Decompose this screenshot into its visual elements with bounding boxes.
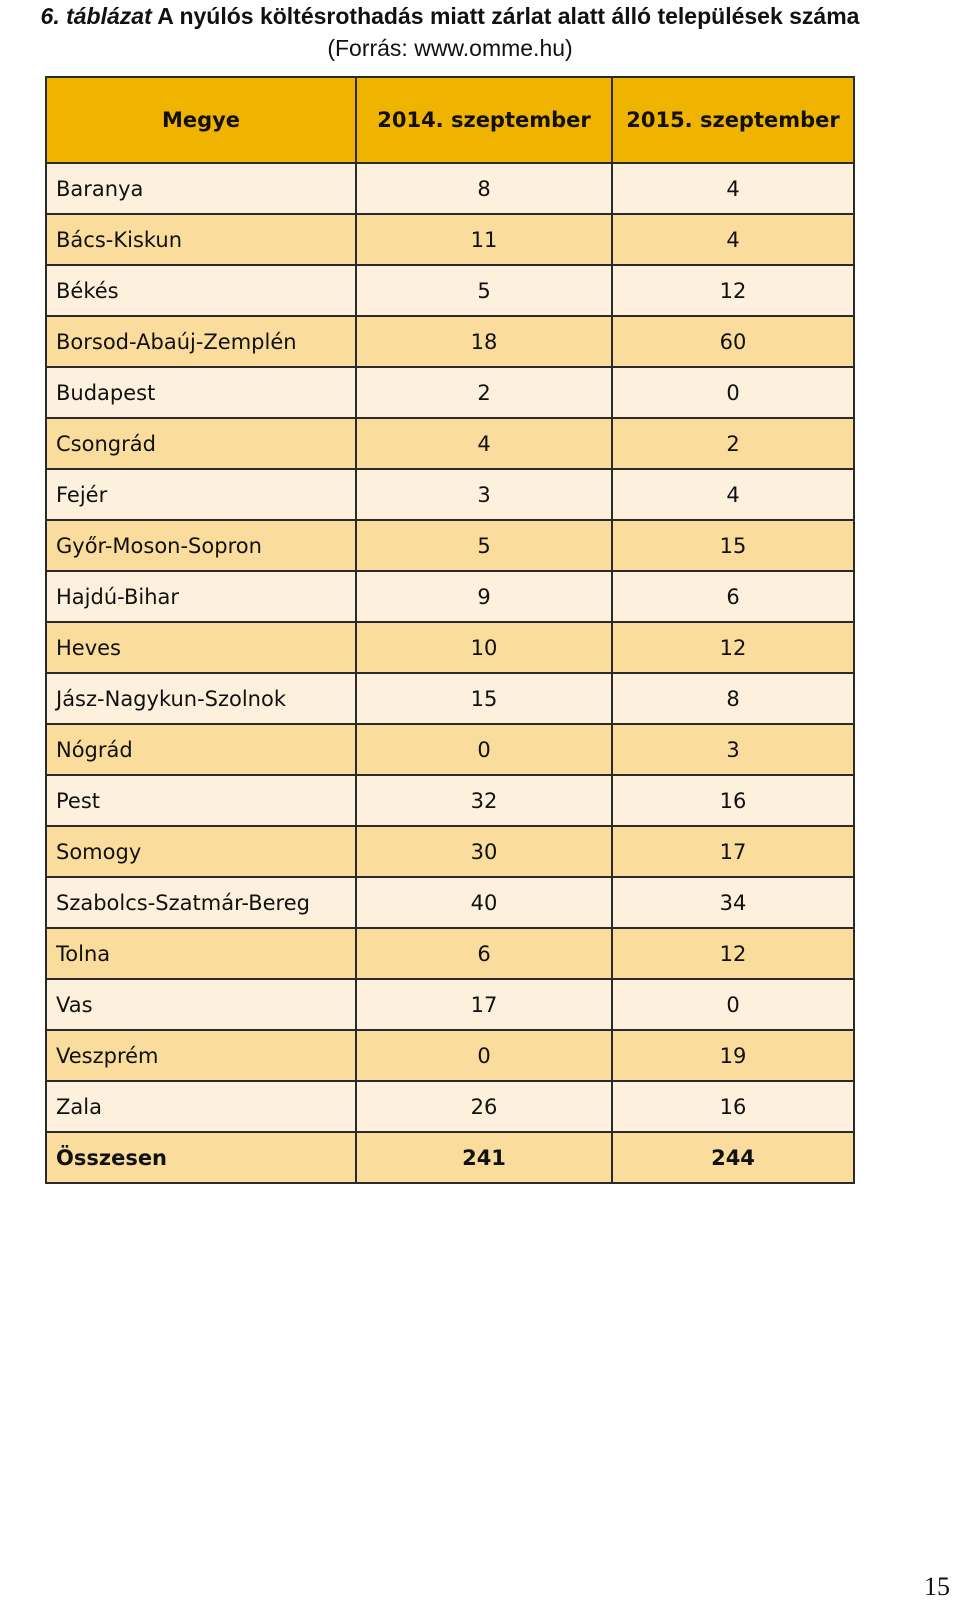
value-2015-cell: 0 — [612, 367, 854, 418]
value-2014-cell: 17 — [356, 979, 612, 1030]
county-cell: Nógrád — [46, 724, 356, 775]
value-2014-cell: 5 — [356, 265, 612, 316]
county-cell: Összesen — [46, 1132, 356, 1183]
header-county: Megye — [46, 77, 356, 163]
value-2015-cell: 16 — [612, 1081, 854, 1132]
value-2014-cell: 32 — [356, 775, 612, 826]
value-2014-cell: 30 — [356, 826, 612, 877]
table-row — [46, 1081, 854, 1132]
table-header-row — [46, 77, 854, 163]
table-row — [46, 316, 854, 367]
value-2014-cell: 9 — [356, 571, 612, 622]
county-cell: Bács-Kiskun — [46, 214, 356, 265]
value-2014-cell: 0 — [356, 724, 612, 775]
value-2015-cell: 34 — [612, 877, 854, 928]
county-cell: Budapest — [46, 367, 356, 418]
value-2014-cell: 10 — [356, 622, 612, 673]
county-lockdown-table — [45, 76, 855, 1184]
table-row — [46, 928, 854, 979]
value-2014-cell: 241 — [356, 1132, 612, 1183]
county-cell: Borsod-Abaúj-Zemplén — [46, 316, 356, 367]
page-number: 15 — [924, 1572, 950, 1601]
table-row — [46, 1030, 854, 1081]
county-cell: Győr-Moson-Sopron — [46, 520, 356, 571]
table-row — [46, 418, 854, 469]
header-2014-september: 2014. szeptember — [356, 77, 612, 163]
value-2015-cell: 12 — [612, 265, 854, 316]
value-2015-cell: 2 — [612, 418, 854, 469]
value-2015-cell: 16 — [612, 775, 854, 826]
value-2015-cell: 4 — [612, 214, 854, 265]
county-cell: Zala — [46, 1081, 356, 1132]
table-total-row — [46, 1132, 854, 1183]
value-2014-cell: 2 — [356, 367, 612, 418]
table-row — [46, 265, 854, 316]
table-row — [46, 979, 854, 1030]
value-2014-cell: 0 — [356, 1030, 612, 1081]
value-2015-cell: 244 — [612, 1132, 854, 1183]
caption-title-line — [0, 0, 900, 32]
table-row — [46, 673, 854, 724]
county-cell: Jász-Nagykun-Szolnok — [46, 673, 356, 724]
value-2015-cell: 8 — [612, 673, 854, 724]
value-2015-cell: 3 — [612, 724, 854, 775]
county-cell: Fejér — [46, 469, 356, 520]
county-cell: Békés — [46, 265, 356, 316]
table-row — [46, 622, 854, 673]
value-2014-cell: 5 — [356, 520, 612, 571]
value-2015-cell: 4 — [612, 163, 854, 214]
value-2015-cell: 60 — [612, 316, 854, 367]
value-2014-cell: 11 — [356, 214, 612, 265]
value-2015-cell: 4 — [612, 469, 854, 520]
value-2014-cell: 18 — [356, 316, 612, 367]
value-2015-cell: 17 — [612, 826, 854, 877]
county-cell: Vas — [46, 979, 356, 1030]
value-2015-cell: 12 — [612, 928, 854, 979]
county-cell: Somogy — [46, 826, 356, 877]
table-row — [46, 877, 854, 928]
table-body — [46, 163, 854, 1183]
value-2015-cell: 12 — [612, 622, 854, 673]
value-2014-cell: 3 — [356, 469, 612, 520]
table-number: 6. táblázat — [40, 3, 152, 29]
county-cell: Pest — [46, 775, 356, 826]
county-cell: Baranya — [46, 163, 356, 214]
table-row — [46, 826, 854, 877]
table-caption — [0, 0, 900, 64]
table-row — [46, 163, 854, 214]
value-2014-cell: 4 — [356, 418, 612, 469]
value-2014-cell: 15 — [356, 673, 612, 724]
table-row — [46, 775, 854, 826]
county-cell: Tolna — [46, 928, 356, 979]
county-cell: Csongrád — [46, 418, 356, 469]
table-row — [46, 214, 854, 265]
value-2015-cell: 6 — [612, 571, 854, 622]
table-row — [46, 724, 854, 775]
header-2015-september: 2015. szeptember — [612, 77, 854, 163]
value-2014-cell: 40 — [356, 877, 612, 928]
table-row — [46, 520, 854, 571]
value-2014-cell: 26 — [356, 1081, 612, 1132]
county-cell: Heves — [46, 622, 356, 673]
table-row — [46, 469, 854, 520]
value-2015-cell: 15 — [612, 520, 854, 571]
table-row — [46, 571, 854, 622]
table-source: (Forrás: www.omme.hu) — [327, 35, 573, 61]
value-2015-cell: 19 — [612, 1030, 854, 1081]
county-cell: Veszprém — [46, 1030, 356, 1081]
value-2015-cell: 0 — [612, 979, 854, 1030]
table-row — [46, 367, 854, 418]
county-cell: Szabolcs-Szatmár-Bereg — [46, 877, 356, 928]
county-cell: Hajdú-Bihar — [46, 571, 356, 622]
value-2014-cell: 8 — [356, 163, 612, 214]
value-2014-cell: 6 — [356, 928, 612, 979]
table-title: A nyúlós költésrothadás miatt zárlat alatt álló települések száma — [157, 3, 860, 29]
